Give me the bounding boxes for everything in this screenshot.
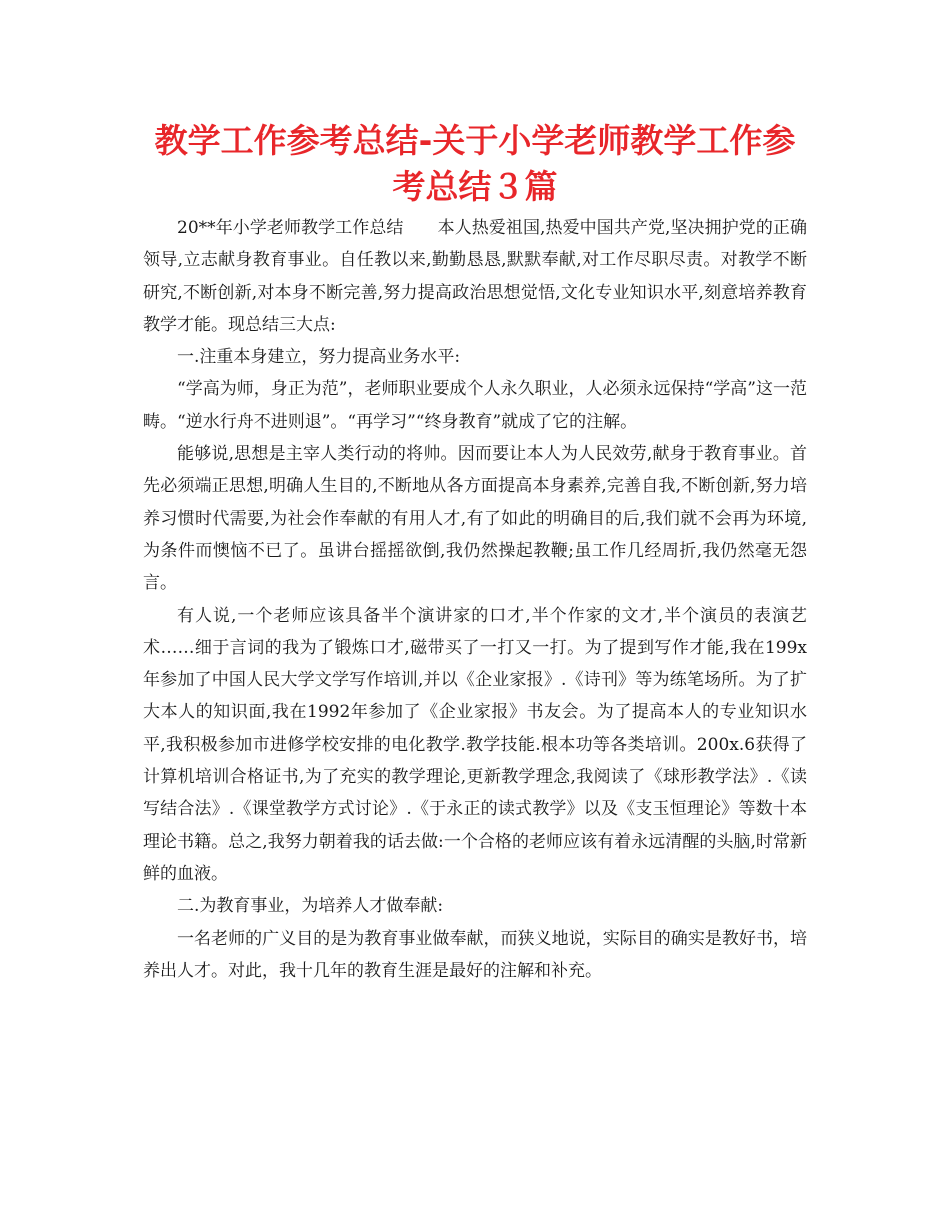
paragraph-training: 有人说,一个老师应该具备半个演讲家的口才,半个作家的文才,半个演员的表演艺术……细于言词的我为了锻炼口才,磁带买了一打又一打。为了提到写作才能,我在199x年参加了中国人民大学文学写作培训,并以《企业家报》.《诗刊》等为练笔场所。为了扩大本人的知识面,我在1992年参加了《企业家报》书友会。为了提高本人的专业知识水平,我积极参加市进修学校安排的电化教学.教学技能.根本功等各类培训。200x.6获得了计算机培训合格证书,为了充实的教学理论,更新教学理念,我阅读了《球形教学法》.《读写结合法》.《课堂教学方式讨论》.《于永正的读式教学》以及《支玉恒理论》等数十本理论书籍。总之,我努力朝着我的话去做:一个合格的老师应该有着永远清醒的头脑,时常新鲜的血液。 (143, 605, 807, 884)
section-heading-1: 一.注重本身建立，努力提高业务水平: (177, 347, 461, 368)
paragraph-thought: 能够说,思想是主宰人类行动的将帅。因而要让本人为人民效劳,献身于教育事业。首先必须端正思想,明确人生目的,不断地从各方面提高本身素养,完善自我,不断创新,努力培养习惯时代需要,为社会作奉献的有用人才,有了如此的明确目的后,我们就不会再为环境,为条件而懊恼不已了。虽讲台摇摇欲倒,我仍然操起教鞭;虽工作几经周折,我仍然毫无怨言。 (143, 444, 807, 594)
section-heading-2: 二.为教育事业，为培养人才做奉献: (177, 896, 444, 917)
paragraph-contribution: 一名老师的广义目的是为教育事业做奉献，而狭义地说，实际目的确实是教好书，培养出人才。对此，我十几年的教育生涯是最好的注解和补充。 (143, 928, 807, 981)
paragraph-intro: 20**年小学老师教学工作总结 本人热爱祖国,热爱中国共产党,坚决拥护党的正确领导,立志献身教育事业。自任教以来,勤勤恳恳,默默奉献,对工作尽职尽责。对教学不断研究,不断创新,对本身不断完善,努力提高政治思想觉悟,文化专业知识水平,刻意培养教育教学才能。现总结三大点: (143, 218, 807, 335)
document-body (143, 212, 807, 987)
document-title: 教学工作参考总结-关于小学老师教学工作参考总结３篇 (154, 121, 796, 206)
paragraph-quote: “学高为师，身正为范”，老师职业要成个人永久职业，人必须永远保持“学高”这一范畴。“逆水行舟不进则退”。“再学习”“终身教育”就成了它的注解。 (143, 379, 807, 432)
